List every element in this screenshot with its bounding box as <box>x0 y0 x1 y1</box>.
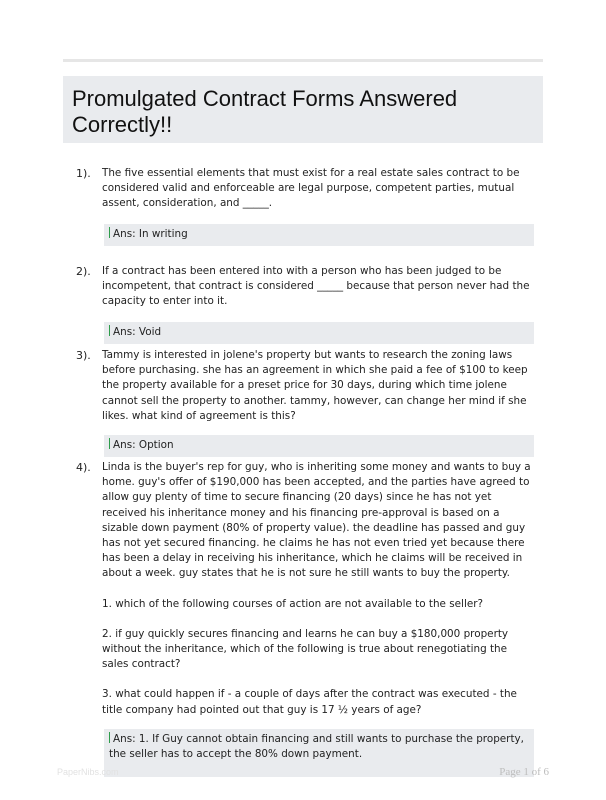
question-number: 1). <box>76 167 91 180</box>
question-paragraph: If a contract has been entered into with a person who has been judged to be incompetent, that contract is considered _____ because that person never had the capacity to enter into it. <box>102 265 530 308</box>
question-paragraph: Linda is the buyer's rep for guy, who is inheriting some money and wants to buy a home. guy's offer of $190,000 has been accepted, and the parties have agreed to allow guy plenty of time to secure financing (20 days) since he has not yet received his inheritance money and his financing pre-approval is based on a sizable down payment (80% of property value). the deadline has passed and guy has not yet secured financing. he claims he has not even tried yet because there has been a delay in receiving his inheritance, which he claims will be received in about a week. guy states that he is not sure he still wants to buy the property. <box>102 461 531 580</box>
answer-box <box>104 435 534 457</box>
title-box <box>63 76 543 143</box>
answer-marker <box>109 732 110 743</box>
answer-box <box>104 322 534 344</box>
answer-text: Ans: 1. If Guy cannot obtain financing and still wants to purchase the property, the seller has to accept the 80% down payment. <box>109 732 524 761</box>
question-text <box>102 166 536 212</box>
page-title: Promulgated Contract Forms Answered Correctly!! <box>72 86 458 137</box>
question-paragraph: Tammy is interested in jolene's property but wants to research the zoning laws before purchasing. she has an agreement in which she paid a fee of $100 to keep the property available for a preset price for 30 days, during which time jolene cannot sell the property to another. tammy, however, can change her mind if she likes. what kind of agreement is this? <box>102 349 528 422</box>
question-text <box>102 264 536 310</box>
question-paragraph: The five essential elements that must exist for a real estate sales contract to be considered valid and enforceable are legal purpose, competent parties, mutual assent, consideration, and _____. <box>102 167 520 210</box>
answer-box <box>104 729 534 777</box>
header-divider <box>63 59 543 62</box>
sub-question: 1. which of the following courses of action are not available to the seller? <box>102 597 484 610</box>
answer-text: Ans: In writing <box>113 227 188 240</box>
question-item <box>76 460 536 777</box>
question-text <box>102 348 536 424</box>
question-text <box>102 460 536 718</box>
question-number: 3). <box>76 349 91 362</box>
question-number: 2). <box>76 265 91 278</box>
question-item <box>76 166 536 246</box>
question-number: 4). <box>76 461 91 474</box>
sub-question: 3. what could happen if - a couple of days after the contract was executed - the title company had pointed out that guy is 17 ½ years of age? <box>102 688 517 716</box>
answer-box <box>104 224 534 246</box>
answer-text: Ans: Void <box>113 325 162 338</box>
question-item <box>76 348 536 457</box>
answer-text: Ans: Option <box>113 439 174 452</box>
answer-marker <box>109 438 110 449</box>
footer-brand: PaperNibs.com <box>57 767 119 777</box>
answer-marker <box>109 325 110 336</box>
question-item <box>76 264 536 344</box>
page-number: Page 1 of 6 <box>499 766 549 778</box>
sub-question: 2. if guy quickly secures financing and learns he can buy a $180,000 property without the inheritance, which of the following is true about renegotiating the sales contract? <box>102 627 509 671</box>
answer-marker <box>109 227 110 238</box>
